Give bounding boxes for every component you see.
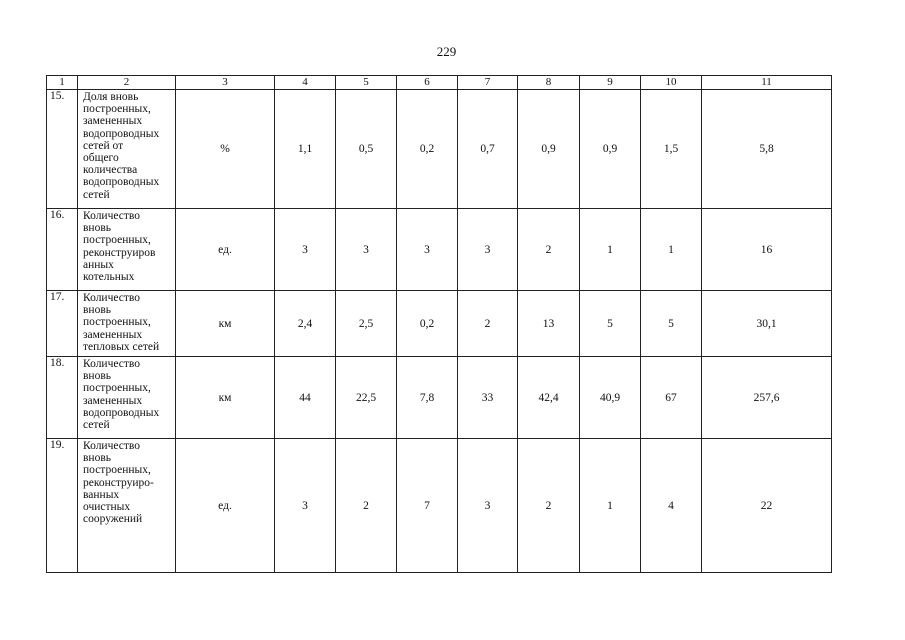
value-cell: 42,4 <box>518 357 580 439</box>
column-header: 4 <box>275 76 336 90</box>
table-header-row <box>47 76 832 90</box>
column-header: 2 <box>78 76 176 90</box>
value-cell: 2,5 <box>336 291 397 357</box>
value-cell: 3 <box>275 439 336 573</box>
value-cell: 3 <box>336 209 397 291</box>
value-cell: 13 <box>518 291 580 357</box>
value-cell: 3 <box>275 209 336 291</box>
indicator-name: Количество вновь построенных, реконструиров анных котельных <box>78 209 176 291</box>
value-cell: 1 <box>580 439 641 573</box>
column-header: 11 <box>702 76 832 90</box>
value-cell: 5 <box>641 291 702 357</box>
unit-cell: км <box>176 357 275 439</box>
value-cell: 40,9 <box>580 357 641 439</box>
row-number: 18. <box>47 357 78 439</box>
value-cell: 0,2 <box>397 291 458 357</box>
value-cell: 0,5 <box>336 90 397 209</box>
value-cell: 0,2 <box>397 90 458 209</box>
row-number: 15. <box>47 90 78 209</box>
value-cell: 1 <box>641 209 702 291</box>
total-cell: 257,6 <box>702 357 832 439</box>
value-cell: 5 <box>580 291 641 357</box>
value-cell: 1,5 <box>641 90 702 209</box>
table-row <box>47 291 832 357</box>
value-cell: 0,7 <box>458 90 518 209</box>
indicator-name: Количество вновь построенных, замененных тепловых сетей <box>78 291 176 357</box>
row-number: 19. <box>47 439 78 573</box>
value-cell: 1,1 <box>275 90 336 209</box>
value-cell: 7 <box>397 439 458 573</box>
row-number: 16. <box>47 209 78 291</box>
unit-cell: ед. <box>176 209 275 291</box>
value-cell: 3 <box>397 209 458 291</box>
table-row <box>47 439 832 573</box>
total-cell: 16 <box>702 209 832 291</box>
column-header: 6 <box>397 76 458 90</box>
value-cell: 0,9 <box>580 90 641 209</box>
table-row <box>47 90 832 209</box>
value-cell: 3 <box>458 209 518 291</box>
table-row <box>47 209 832 291</box>
column-header: 1 <box>47 76 78 90</box>
value-cell: 67 <box>641 357 702 439</box>
indicator-name: Количество вновь построенных, реконструиро- ванных очистных сооружений <box>78 439 176 573</box>
column-header: 7 <box>458 76 518 90</box>
value-cell: 2 <box>518 439 580 573</box>
value-cell: 2 <box>458 291 518 357</box>
value-cell: 2 <box>336 439 397 573</box>
column-header: 8 <box>518 76 580 90</box>
unit-cell: км <box>176 291 275 357</box>
value-cell: 1 <box>580 209 641 291</box>
indicator-name: Количество вновь построенных, замененных водопроводных сетей <box>78 357 176 439</box>
value-cell: 22,5 <box>336 357 397 439</box>
value-cell: 4 <box>641 439 702 573</box>
unit-cell: % <box>176 90 275 209</box>
row-number: 17. <box>47 291 78 357</box>
total-cell: 22 <box>702 439 832 573</box>
page-number: 229 <box>436 44 457 59</box>
column-header: 5 <box>336 76 397 90</box>
unit-cell: ед. <box>176 439 275 573</box>
column-header: 3 <box>176 76 275 90</box>
value-cell: 2 <box>518 209 580 291</box>
total-cell: 30,1 <box>702 291 832 357</box>
value-cell: 2,4 <box>275 291 336 357</box>
indicator-name: Доля вновь построенных, замененных водопроводных сетей от общего количества водопроводных сетей <box>78 90 176 209</box>
value-cell: 0,9 <box>518 90 580 209</box>
value-cell: 7,8 <box>397 357 458 439</box>
column-header: 9 <box>580 76 641 90</box>
column-header: 10 <box>641 76 702 90</box>
indicators-table <box>46 75 832 573</box>
value-cell: 3 <box>458 439 518 573</box>
value-cell: 33 <box>458 357 518 439</box>
total-cell: 5,8 <box>702 90 832 209</box>
value-cell: 44 <box>275 357 336 439</box>
table-row <box>47 357 832 439</box>
